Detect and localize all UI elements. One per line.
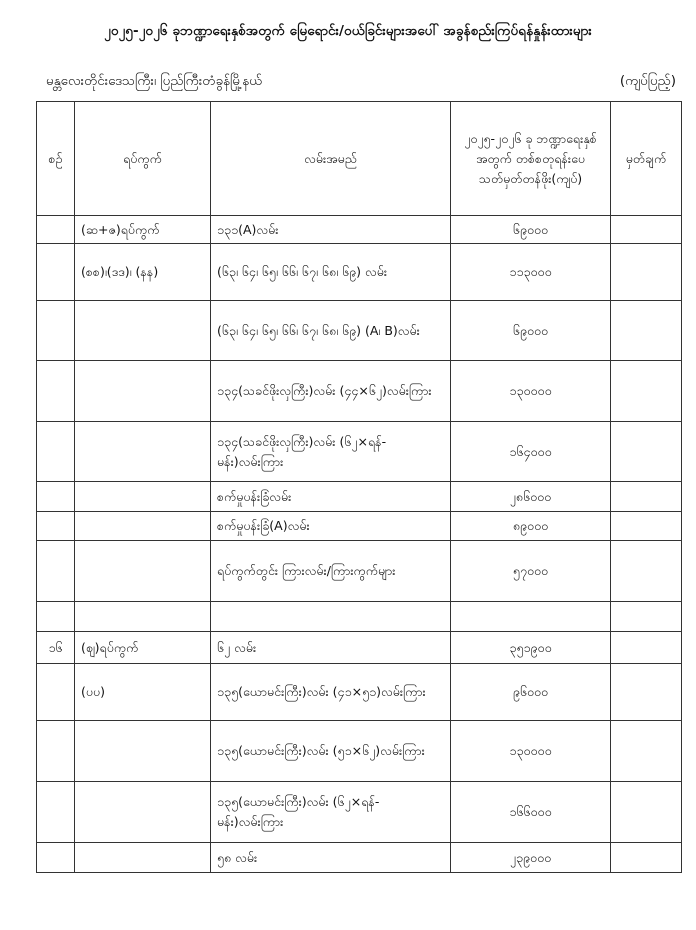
table-row [37, 782, 682, 843]
document-title: ၂၀၂၅-၂၀၂၆ ခုဘဏ္ဍာရေးနှစ်အတွက် မြေရောင်း/ဝယ်ခြင်းများအပေါ် အခွန်စည်းကြပ်ရန်နှုန်းထားများ [104, 23, 592, 39]
cell-no [37, 843, 75, 873]
cell-no [37, 301, 75, 361]
cell-remark [611, 632, 682, 664]
header-remark: မှတ်ချက် [611, 102, 682, 216]
table-row [37, 244, 682, 301]
cell-road: စက်မှုပန်းခြံလမ်း [211, 482, 451, 512]
cell-ward [75, 422, 211, 482]
cell-value [451, 602, 611, 632]
cell-ward [75, 512, 211, 541]
cell-remark [611, 721, 682, 782]
cell-value: ၆၉၀၀၀ [451, 301, 611, 361]
header-ward: ရပ်ကွက် [75, 102, 211, 216]
cell-ward [75, 482, 211, 512]
cell-value: ၂၃၉၀၀၀ [451, 843, 611, 873]
cell-value: ၈၉၀၀၀ [451, 512, 611, 541]
cell-road: ၁၃၄(သခင်ဖိုးလှကြီး)လမ်း (၆၂×ရန်-မန်း)လမ်းကြား [211, 422, 451, 482]
cell-remark [611, 664, 682, 721]
location-label: မန္တလေးတိုင်းဒေသကြီး၊ ပြည်ကြီးတံခွန်မြို့နယ် [46, 73, 263, 89]
cell-ward [75, 541, 211, 602]
cell-no [37, 244, 75, 301]
cell-remark [611, 843, 682, 873]
cell-ward: (စစ)၊(ဒဒ)၊ (နန) [75, 244, 211, 301]
cell-no [37, 664, 75, 721]
cell-value: ၁၃၀၀၀၀ [451, 721, 611, 782]
cell-remark [611, 244, 682, 301]
cell-road: ၁၃၅(ယောမင်းကြီး)လမ်း (၅၁×၆၂)လမ်းကြား [211, 721, 451, 782]
cell-no [37, 782, 75, 843]
header-value: ၂၀၂၅-၂၀၂၆ ခု ဘဏ္ဍာရေးနှစ်အတွက် တစ်စတုရန်းပေ သတ်မှတ်တန်ဖိုး(ကျပ်) [451, 102, 611, 216]
cell-remark [611, 782, 682, 843]
cell-ward [75, 721, 211, 782]
cell-ward [75, 361, 211, 422]
cell-road: ၁၃၁(A)လမ်း [211, 216, 451, 244]
table-row [37, 361, 682, 422]
cell-remark [611, 541, 682, 602]
cell-value: ၁၃၀၀၀၀ [451, 361, 611, 422]
cell-road: စက်မှုပန်းခြံ(A)လမ်း [211, 512, 451, 541]
table-row [37, 632, 682, 664]
cell-remark [611, 512, 682, 541]
table-row [37, 721, 682, 782]
table-row [37, 482, 682, 512]
cell-road: (၆၃၊ ၆၄၊ ၆၅၊ ၆၆၊ ၆၇၊ ၆၈၊ ၆၉) (A၊ B)လမ်း [211, 301, 451, 361]
cell-remark [611, 482, 682, 512]
cell-no [37, 512, 75, 541]
cell-value: ၁၁၃၀၀၀ [451, 244, 611, 301]
table-row [37, 664, 682, 721]
cell-ward: (ဆ+ဇ)ရပ်ကွက် [75, 216, 211, 244]
cell-no [37, 721, 75, 782]
cell-remark [611, 422, 682, 482]
cell-remark [611, 361, 682, 422]
cell-road: ၅၈ လမ်း [211, 843, 451, 873]
cell-ward [75, 602, 211, 632]
table-row [37, 216, 682, 244]
table-row [37, 301, 682, 361]
cell-remark [611, 602, 682, 632]
cell-no [37, 541, 75, 602]
table-row [37, 541, 682, 602]
cell-value: ၉၆၀၀၀ [451, 664, 611, 721]
cell-ward: (ဈ)ရပ်ကွက် [75, 632, 211, 664]
cell-ward [75, 843, 211, 873]
cell-remark [611, 216, 682, 244]
cell-no [37, 602, 75, 632]
table-header-row [37, 102, 682, 216]
cell-no [37, 361, 75, 422]
cell-value: ၂၈၆၀၀၀ [451, 482, 611, 512]
cell-road [211, 602, 451, 632]
cell-value: ၅၇၀၀၀ [451, 541, 611, 602]
cell-value: ၁၆၆၀၀၀ [451, 782, 611, 843]
cell-no [37, 482, 75, 512]
rates-table [36, 101, 682, 873]
header-no: စဉ် [37, 102, 75, 216]
table-row [37, 422, 682, 482]
cell-ward: (ပပ) [75, 664, 211, 721]
cell-road: ရပ်ကွက်တွင်း ကြားလမ်း/ကြားကွက်များ [211, 541, 451, 602]
table-row [37, 843, 682, 873]
currency-note: (ကျပ်ပြည့်) [619, 73, 676, 89]
cell-value: ၁၆၄၀၀၀ [451, 422, 611, 482]
cell-road: ၆၂ လမ်း [211, 632, 451, 664]
cell-no [37, 422, 75, 482]
cell-value: ၆၉၀၀၀ [451, 216, 611, 244]
cell-ward [75, 301, 211, 361]
table-body [37, 216, 682, 873]
cell-road: ၁၃၅(ယောမင်းကြီး)လမ်း (၆၂×ရန်-မန်း)လမ်းကြား [211, 782, 451, 843]
table-row [37, 512, 682, 541]
cell-remark [611, 301, 682, 361]
cell-road: ၁၃၄(သခင်ဖိုးလှကြီး)လမ်း (၄၄×၆၂)လမ်းကြား [211, 361, 451, 422]
cell-road: ၁၃၅(ယောမင်းကြီး)လမ်း (၄၁×၅၁)လမ်းကြား [211, 664, 451, 721]
cell-ward [75, 782, 211, 843]
cell-no: ၁၆ [37, 632, 75, 664]
header-road: လမ်းအမည် [211, 102, 451, 216]
cell-no [37, 216, 75, 244]
cell-value: ၃၅၁၉၀၀ [451, 632, 611, 664]
cell-road: (၆၃၊ ၆၄၊ ၆၅၊ ၆၆၊ ၆၇၊ ၆၈၊ ၆၉) လမ်း [211, 244, 451, 301]
table-row [37, 602, 682, 632]
